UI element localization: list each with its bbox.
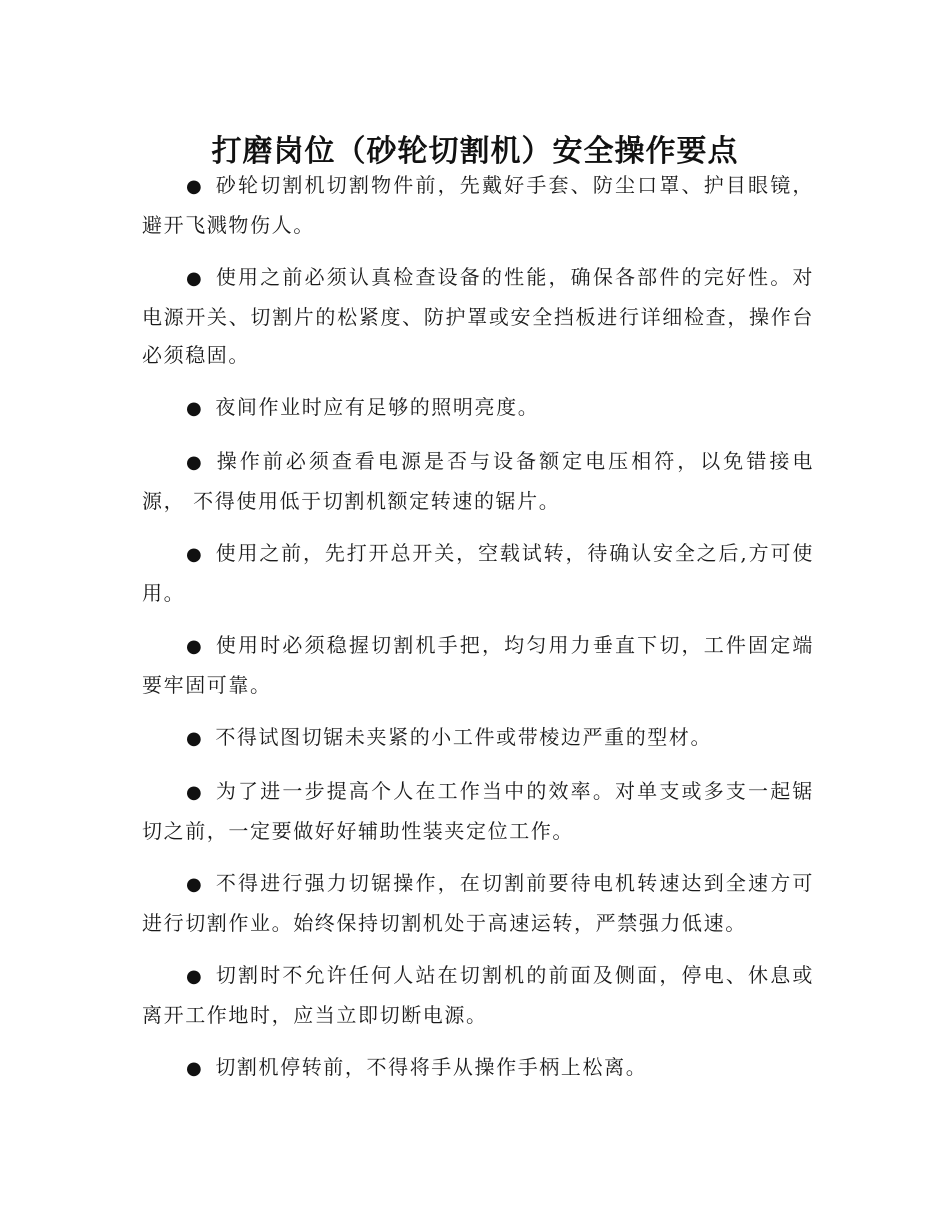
bullet-icon: ●: [186, 782, 204, 803]
bullet-icon: ●: [186, 544, 204, 565]
safety-point-item: [142, 718, 814, 758]
safety-point-item: [142, 166, 814, 244]
safety-point-item: [142, 626, 814, 704]
safety-point-text: 不得试图切锯未夹紧的小工件或带棱边严重的型材。: [215, 725, 713, 749]
safety-point-text: 切割时不允许任何人站在切割机的前面及侧面，停电、休息或离开工作地时，应当立即切断电源。: [142, 963, 814, 1027]
safety-point-text: 使用时必须稳握切割机手把，均匀用力垂直下切，工件固定端要牢固可靠。: [142, 633, 814, 697]
safety-point-text: 不得进行强力切锯操作，在切割前要待电机转速达到全速方可进行切割作业。始终保持切割机处于高速运转，严禁强力低速。: [142, 871, 814, 935]
bullet-icon: ●: [186, 728, 204, 749]
bullet-icon: ●: [186, 636, 204, 657]
safety-point-item: [142, 258, 814, 374]
safety-point-text: 操作前必须查看电源是否与设备额定电压相符，以免错接电源， 不得使用低于切割机额定转速的锯片。: [142, 449, 814, 513]
safety-point-list: [142, 166, 814, 1102]
safety-point-text: 砂轮切割机切割物件前，先戴好手套、防尘口罩、护目眼镜，避开飞溅物伤人。: [142, 173, 814, 237]
safety-point-text: 切割机停转前，不得将手从操作手柄上松离。: [215, 1055, 648, 1079]
bullet-icon: ●: [186, 398, 204, 419]
bullet-icon: ●: [186, 966, 204, 987]
bullet-icon: ●: [186, 268, 204, 289]
safety-point-item: [142, 534, 814, 612]
safety-point-text: 为了进一步提高个人在工作当中的效率。对单支或多支一起锯切之前，一定要做好好辅助性装夹定位工作。: [142, 779, 814, 843]
safety-point-item: [142, 956, 814, 1034]
safety-point-item: [142, 442, 814, 520]
safety-point-item: [142, 388, 814, 428]
page-title: 打磨岗位（砂轮切割机）安全操作要点: [211, 134, 739, 170]
safety-point-text: 使用之前必须认真检查设备的性能，确保各部件的完好性。对电源开关、切割片的松紧度、防护罩或安全挡板进行详细检查，操作台必须稳固。: [142, 265, 814, 367]
safety-point-text: 使用之前，先打开总开关，空载试转，待确认安全之后,方可使用。: [142, 541, 814, 605]
bullet-icon: ●: [186, 1058, 204, 1079]
bullet-icon: ●: [186, 452, 204, 473]
safety-point-text: 夜间作业时应有足够的照明亮度。: [215, 395, 540, 419]
bullet-icon: ●: [186, 874, 204, 895]
safety-point-item: [142, 864, 814, 942]
safety-point-item: [142, 772, 814, 850]
bullet-icon: ●: [186, 176, 204, 197]
safety-point-item: [142, 1048, 814, 1088]
